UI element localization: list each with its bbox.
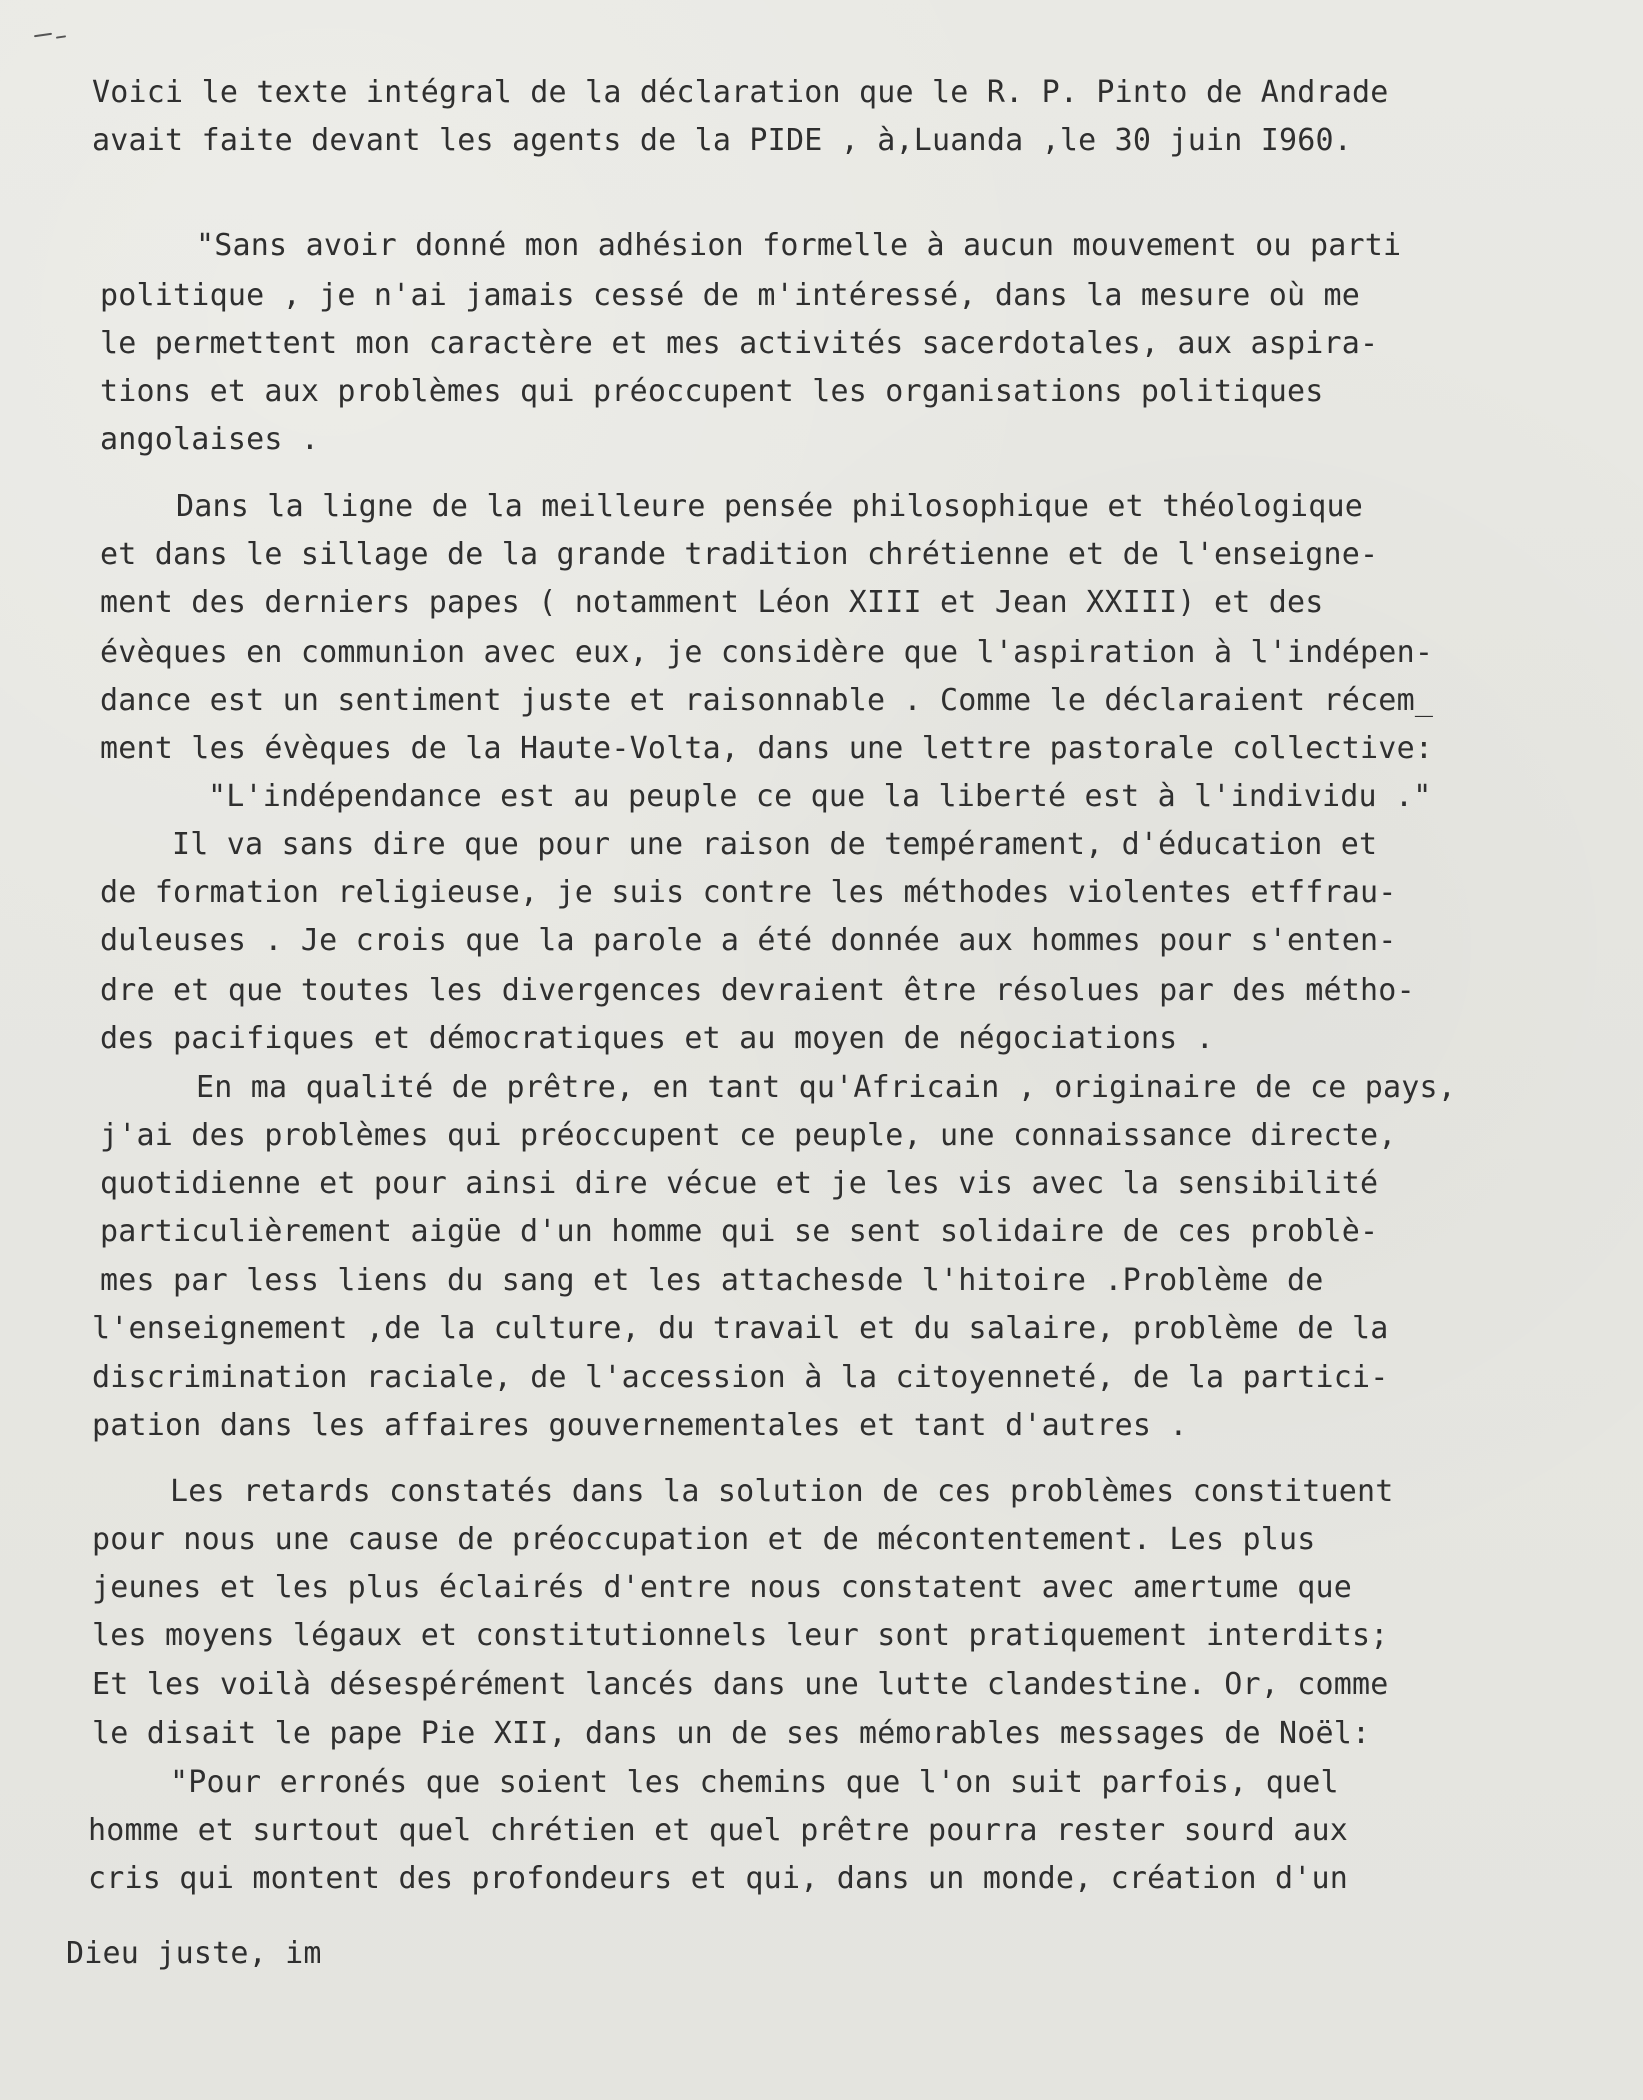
text-line-35: homme et surtout quel chrétien et quel prêtre pourra rester sourd aux — [88, 1813, 1349, 1848]
text-line-32: Et les voilà désespérément lancés dans une lutte clandestine. Or, comme — [92, 1667, 1389, 1702]
text-line-28: Les retards constatés dans la solution de ces problèmes constituent — [170, 1474, 1394, 1509]
corner-mark — [34, 30, 72, 42]
text-line-23: particulièrement aigüe d'un homme qui se sent solidaire de ces problè- — [100, 1214, 1379, 1249]
text-line-20: En ma qualité de prêtre, en tant qu'Africain , originaire de ce pays, — [196, 1070, 1457, 1105]
text-line-6: tions et aux problèmes qui préoccupent les organisations politiques — [100, 374, 1324, 409]
text-line-26: discrimination raciale, de l'accession à la citoyenneté, de la partici- — [92, 1360, 1389, 1395]
text-line-15: Il va sans dire que pour une raison de tempérament, d'éducation et — [172, 827, 1378, 862]
text-line-31: les moyens légaux et constitutionnels leur sont pratiquement interdits; — [92, 1618, 1389, 1653]
text-line-22: quotidienne et pour ainsi dire vécue et je les vis avec la sensibilité — [100, 1166, 1379, 1201]
text-line-2: avait faite devant les agents de la PIDE , à,Luanda ,le 30 juin I960. — [92, 123, 1353, 158]
text-line-8: Dans la ligne de la meilleure pensée philosophique et théologique — [176, 489, 1363, 524]
text-line-29: pour nous une cause de préoccupation et de mécontentement. Les plus — [92, 1522, 1316, 1557]
text-line-27: pation dans les affaires gouvernementales et tant d'autres . — [92, 1408, 1188, 1443]
text-line-13: ment les évèques de la Haute-Volta, dans une lettre pastorale collective: — [100, 731, 1434, 766]
text-line-5: le permettent mon caractère et mes activités sacerdotales, aux aspira- — [100, 326, 1379, 361]
text-line-19: des pacifiques et démocratiques et au moyen de négociations . — [100, 1021, 1214, 1056]
text-line-24: mes par less liens du sang et les attachesde l'hitoire .Problème de — [100, 1263, 1324, 1298]
text-line-18: dre et que toutes les divergences devraient être résolues par des métho- — [100, 973, 1415, 1008]
text-line-3: "Sans avoir donné mon adhésion formelle à aucun mouvement ou parti — [196, 228, 1402, 263]
text-line-10: ment des derniers papes ( notamment Léon XIII et Jean XXIII) et des — [100, 585, 1324, 620]
text-line-36: cris qui montent des profondeurs et qui, dans un monde, création d'un — [88, 1861, 1349, 1896]
text-line-7: angolaises . — [100, 422, 320, 457]
text-line-17: duleuses . Je crois que la parole a été donnée aux hommes pour s'enten- — [100, 923, 1397, 958]
text-line-1: Voici le texte intégral de la déclaration que le R. P. Pinto de Andrade — [92, 75, 1389, 110]
text-line-33: le disait le pape Pie XII, dans un de ses mémorables messages de Noël: — [92, 1716, 1371, 1751]
text-line-30: jeunes et les plus éclairés d'entre nous constatent avec amertume que — [92, 1570, 1353, 1605]
text-line-34: "Pour erronés que soient les chemins que l'on suit parfois, quel — [170, 1765, 1339, 1800]
text-line-14: "L'indépendance est au peuple ce que la liberté est à l'individu ." — [208, 779, 1432, 814]
text-line-37: Dieu juste, im — [66, 1936, 322, 1971]
text-line-21: j'ai des problèmes qui préoccupent ce peuple, une connaissance directe, — [100, 1118, 1397, 1153]
text-line-4: politique , je n'ai jamais cessé de m'intéressé, dans la mesure où me — [100, 278, 1361, 313]
text-line-12: dance est un sentiment juste et raisonnable . Comme le déclaraient récem_ — [100, 683, 1434, 718]
text-line-11: évèques en communion avec eux, je considère que l'aspiration à l'indépen- — [100, 635, 1434, 670]
text-line-25: l'enseignement ,de la culture, du travail et du salaire, problème de la — [92, 1311, 1389, 1346]
text-line-9: et dans le sillage de la grande tradition chrétienne et de l'enseigne- — [100, 537, 1379, 572]
text-line-16: de formation religieuse, je suis contre les méthodes violentes etffrau- — [100, 875, 1397, 910]
